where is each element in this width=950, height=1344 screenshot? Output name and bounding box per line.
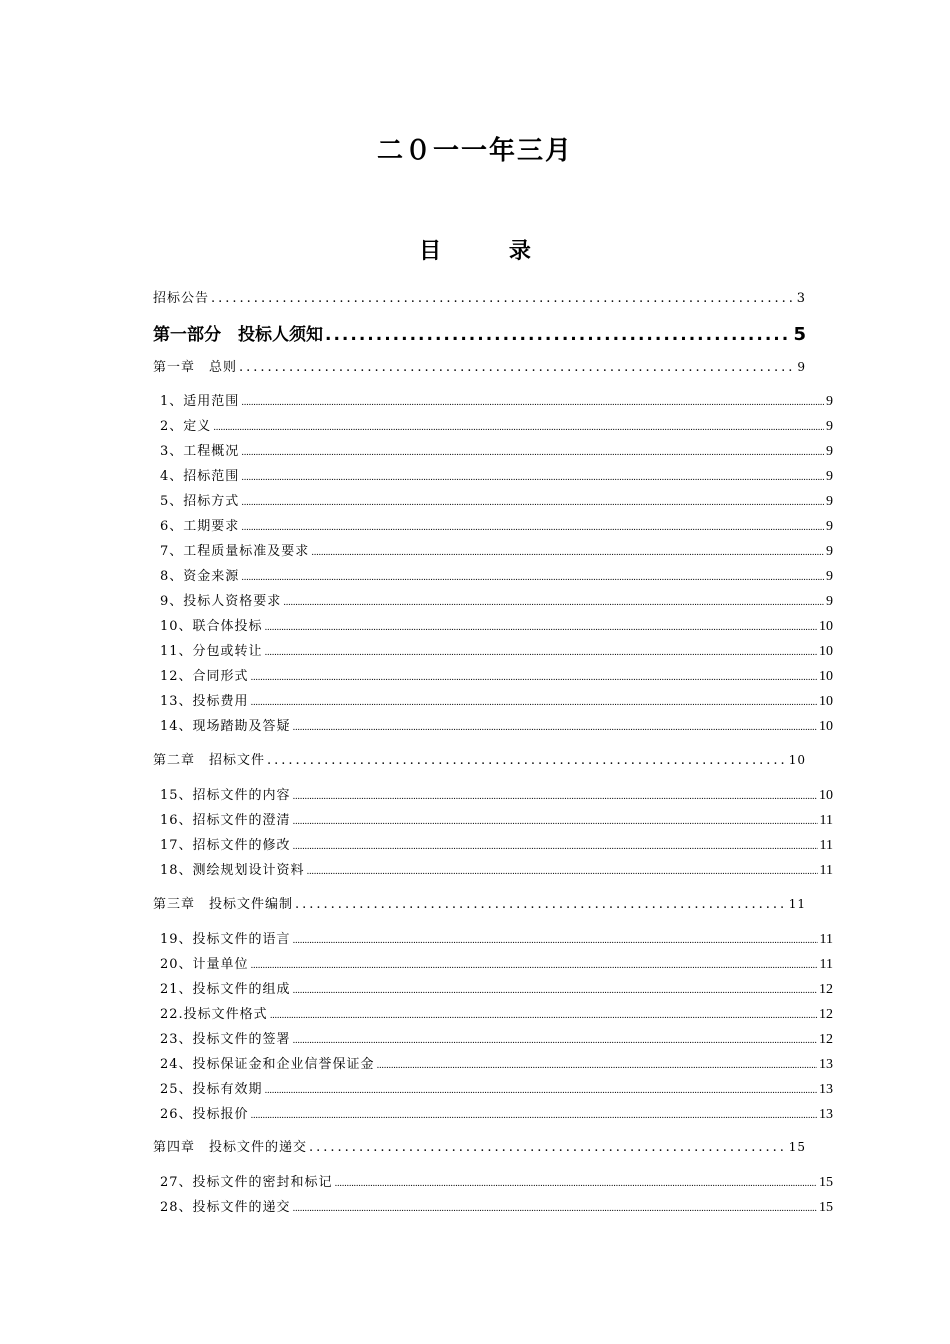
toc-item-label: 24、投标保证金和企业信誉保证金 (160, 1057, 375, 1072)
dot-leader (241, 498, 824, 508)
toc-entry-page: 11 (788, 897, 806, 911)
toc-item-page: 13 (819, 1057, 833, 1072)
toc-item-label: 28、投标文件的递交 (160, 1200, 291, 1215)
dot-leader (283, 598, 824, 608)
toc-item[interactable] (160, 1103, 833, 1123)
toc-item-label: 19、投标文件的语言 (160, 932, 291, 947)
toc-item-page: 13 (819, 1082, 833, 1097)
dot-leader (239, 360, 795, 375)
toc-item-page: 11 (819, 957, 833, 972)
dot-leader (293, 1036, 817, 1046)
dot-leader (241, 523, 824, 533)
dot-leader (241, 448, 824, 458)
toc-item[interactable] (160, 834, 833, 854)
dot-leader (295, 897, 787, 912)
date-heading: 二０一一年三月 (376, 136, 573, 166)
toc-item-label: 17、招标文件的修改 (160, 838, 291, 853)
toc-item-page: 10 (819, 719, 833, 734)
toc-item-page: 11 (819, 813, 833, 828)
dot-leader (241, 473, 824, 483)
toc-item[interactable] (160, 640, 833, 660)
toc-item-label: 3、工程概况 (160, 444, 240, 459)
dot-leader (251, 1111, 817, 1121)
toc-item-label: 13、投标费用 (160, 694, 249, 709)
toc-item-page: 11 (819, 932, 833, 947)
toc-entry-notice[interactable] (153, 287, 806, 306)
toc-item[interactable] (160, 615, 833, 635)
dot-leader (293, 792, 817, 802)
dot-leader (335, 1179, 817, 1189)
toc-entry-part1[interactable] (153, 320, 806, 345)
dot-leader (251, 698, 817, 708)
toc-item[interactable] (160, 1196, 833, 1216)
toc-item[interactable] (160, 1171, 833, 1191)
toc-item-page: 9 (826, 494, 833, 509)
toc-item-label: 12、合同形式 (160, 669, 249, 684)
toc-item-page: 9 (826, 394, 833, 409)
toc-item-label: 26、投标报价 (160, 1107, 249, 1122)
toc-item[interactable] (160, 1003, 833, 1023)
toc-item[interactable] (160, 928, 833, 948)
toc-item-page: 10 (819, 669, 833, 684)
dot-leader (213, 423, 824, 433)
toc-entry-page: 15 (788, 1140, 806, 1154)
toc-item-page: 9 (826, 569, 833, 584)
toc-item[interactable] (160, 390, 833, 410)
toc-entry-label: 第一部分 投标人须知 (153, 325, 323, 345)
dot-leader (241, 573, 824, 583)
toc-item[interactable] (160, 415, 833, 435)
toc-item[interactable] (160, 665, 833, 685)
dot-leader (211, 291, 795, 306)
toc-entry-page: 5 (793, 324, 806, 345)
toc-item-label: 10、联合体投标 (160, 619, 263, 634)
dot-leader (267, 753, 787, 768)
toc-entry-chapter1[interactable] (153, 356, 806, 375)
toc-item-page: 11 (819, 863, 833, 878)
toc-item-page: 9 (826, 594, 833, 609)
toc-item[interactable] (160, 1078, 833, 1098)
dot-leader (251, 961, 818, 971)
toc-item-page: 12 (819, 1007, 833, 1022)
toc-item-label: 23、投标文件的签署 (160, 1032, 291, 1047)
toc-entry-page: 9 (797, 360, 806, 374)
dot-leader (325, 325, 791, 345)
toc-entry-label: 第四章 投标文件的递交 (153, 1140, 308, 1155)
toc-item-page: 10 (819, 694, 833, 709)
toc-item-page: 15 (819, 1200, 833, 1215)
toc-item[interactable] (160, 784, 833, 804)
toc-item-label: 20、计量单位 (160, 957, 249, 972)
toc-item[interactable] (160, 1028, 833, 1048)
toc-entry-page: 3 (796, 291, 806, 306)
dot-leader (293, 936, 818, 946)
toc-item[interactable] (160, 690, 833, 710)
toc-item[interactable] (160, 953, 833, 973)
toc-item[interactable] (160, 809, 833, 829)
toc-item-label: 16、招标文件的澄清 (160, 813, 291, 828)
toc-item-label: 27、投标文件的密封和标记 (160, 1175, 333, 1190)
dot-leader (377, 1061, 817, 1071)
dot-leader (293, 817, 818, 827)
toc-item[interactable] (160, 715, 833, 735)
toc-item-page: 9 (826, 419, 833, 434)
dot-leader (293, 986, 817, 996)
toc-item-page: 10 (819, 788, 833, 803)
toc-item-page: 9 (826, 469, 833, 484)
toc-entry-label: 第二章 招标文件 (153, 753, 266, 768)
toc-item-label: 9、投标人资格要求 (160, 594, 282, 609)
toc-item[interactable] (160, 515, 833, 535)
toc-item-label: 25、投标有效期 (160, 1082, 263, 1097)
toc-item-label: 5、招标方式 (160, 494, 240, 509)
toc-item-label: 1、适用范围 (160, 394, 240, 409)
dot-leader (241, 398, 824, 408)
toc-item-label: 6、工期要求 (160, 519, 240, 534)
toc-item-label: 2、定义 (160, 419, 212, 434)
dot-leader (265, 1086, 817, 1096)
dot-leader (307, 867, 818, 877)
toc-item[interactable] (160, 1053, 833, 1073)
toc-item[interactable] (160, 465, 833, 485)
toc-item[interactable] (160, 565, 833, 585)
dot-leader (265, 623, 817, 633)
toc-entry-chapter4[interactable] (153, 1136, 806, 1155)
toc-item-label: 4、招标范围 (160, 469, 240, 484)
toc-item-page: 12 (819, 982, 833, 997)
toc-item-label: 18、测绘规划设计资料 (160, 863, 305, 878)
toc-entry-page: 10 (788, 753, 806, 767)
toc-item-label: 22.投标文件格式 (160, 1007, 268, 1022)
toc-item-page: 12 (819, 1032, 833, 1047)
toc-item-page: 10 (819, 619, 833, 634)
toc-item-label: 11、分包或转让 (160, 644, 263, 659)
toc-item[interactable] (160, 590, 833, 610)
dot-leader (265, 648, 817, 658)
toc-entry-label: 招标公告 (153, 291, 210, 306)
dot-leader (309, 1140, 787, 1155)
toc-entry-label: 第一章 总则 (153, 360, 238, 375)
toc-item-label: 14、现场踏勘及答疑 (160, 719, 291, 734)
toc-item-page: 11 (819, 838, 833, 853)
toc-entry-chapter3[interactable] (153, 893, 806, 912)
toc-item-page: 9 (826, 444, 833, 459)
toc-title: 目 录 (419, 239, 531, 264)
toc-item[interactable] (160, 540, 833, 560)
toc-item-page: 15 (819, 1175, 833, 1190)
toc-item[interactable] (160, 490, 833, 510)
dot-leader (293, 842, 818, 852)
toc-item-label: 21、投标文件的组成 (160, 982, 291, 997)
toc-entry-label: 第三章 投标文件编制 (153, 897, 294, 912)
dot-leader (311, 548, 824, 558)
toc-item[interactable] (160, 440, 833, 460)
toc-item-page: 13 (819, 1107, 833, 1122)
dot-leader (270, 1011, 817, 1021)
toc-item-label: 8、资金来源 (160, 569, 240, 584)
toc-item[interactable] (160, 859, 833, 879)
toc-item-page: 9 (826, 544, 833, 559)
dot-leader (293, 723, 817, 733)
toc-item[interactable] (160, 978, 833, 998)
dot-leader (293, 1204, 817, 1214)
toc-entry-chapter2[interactable] (153, 749, 806, 768)
toc-item-label: 7、工程质量标准及要求 (160, 544, 310, 559)
toc-item-label: 15、招标文件的内容 (160, 788, 291, 803)
toc-item-page: 10 (819, 644, 833, 659)
toc-item-page: 9 (826, 519, 833, 534)
dot-leader (251, 673, 817, 683)
